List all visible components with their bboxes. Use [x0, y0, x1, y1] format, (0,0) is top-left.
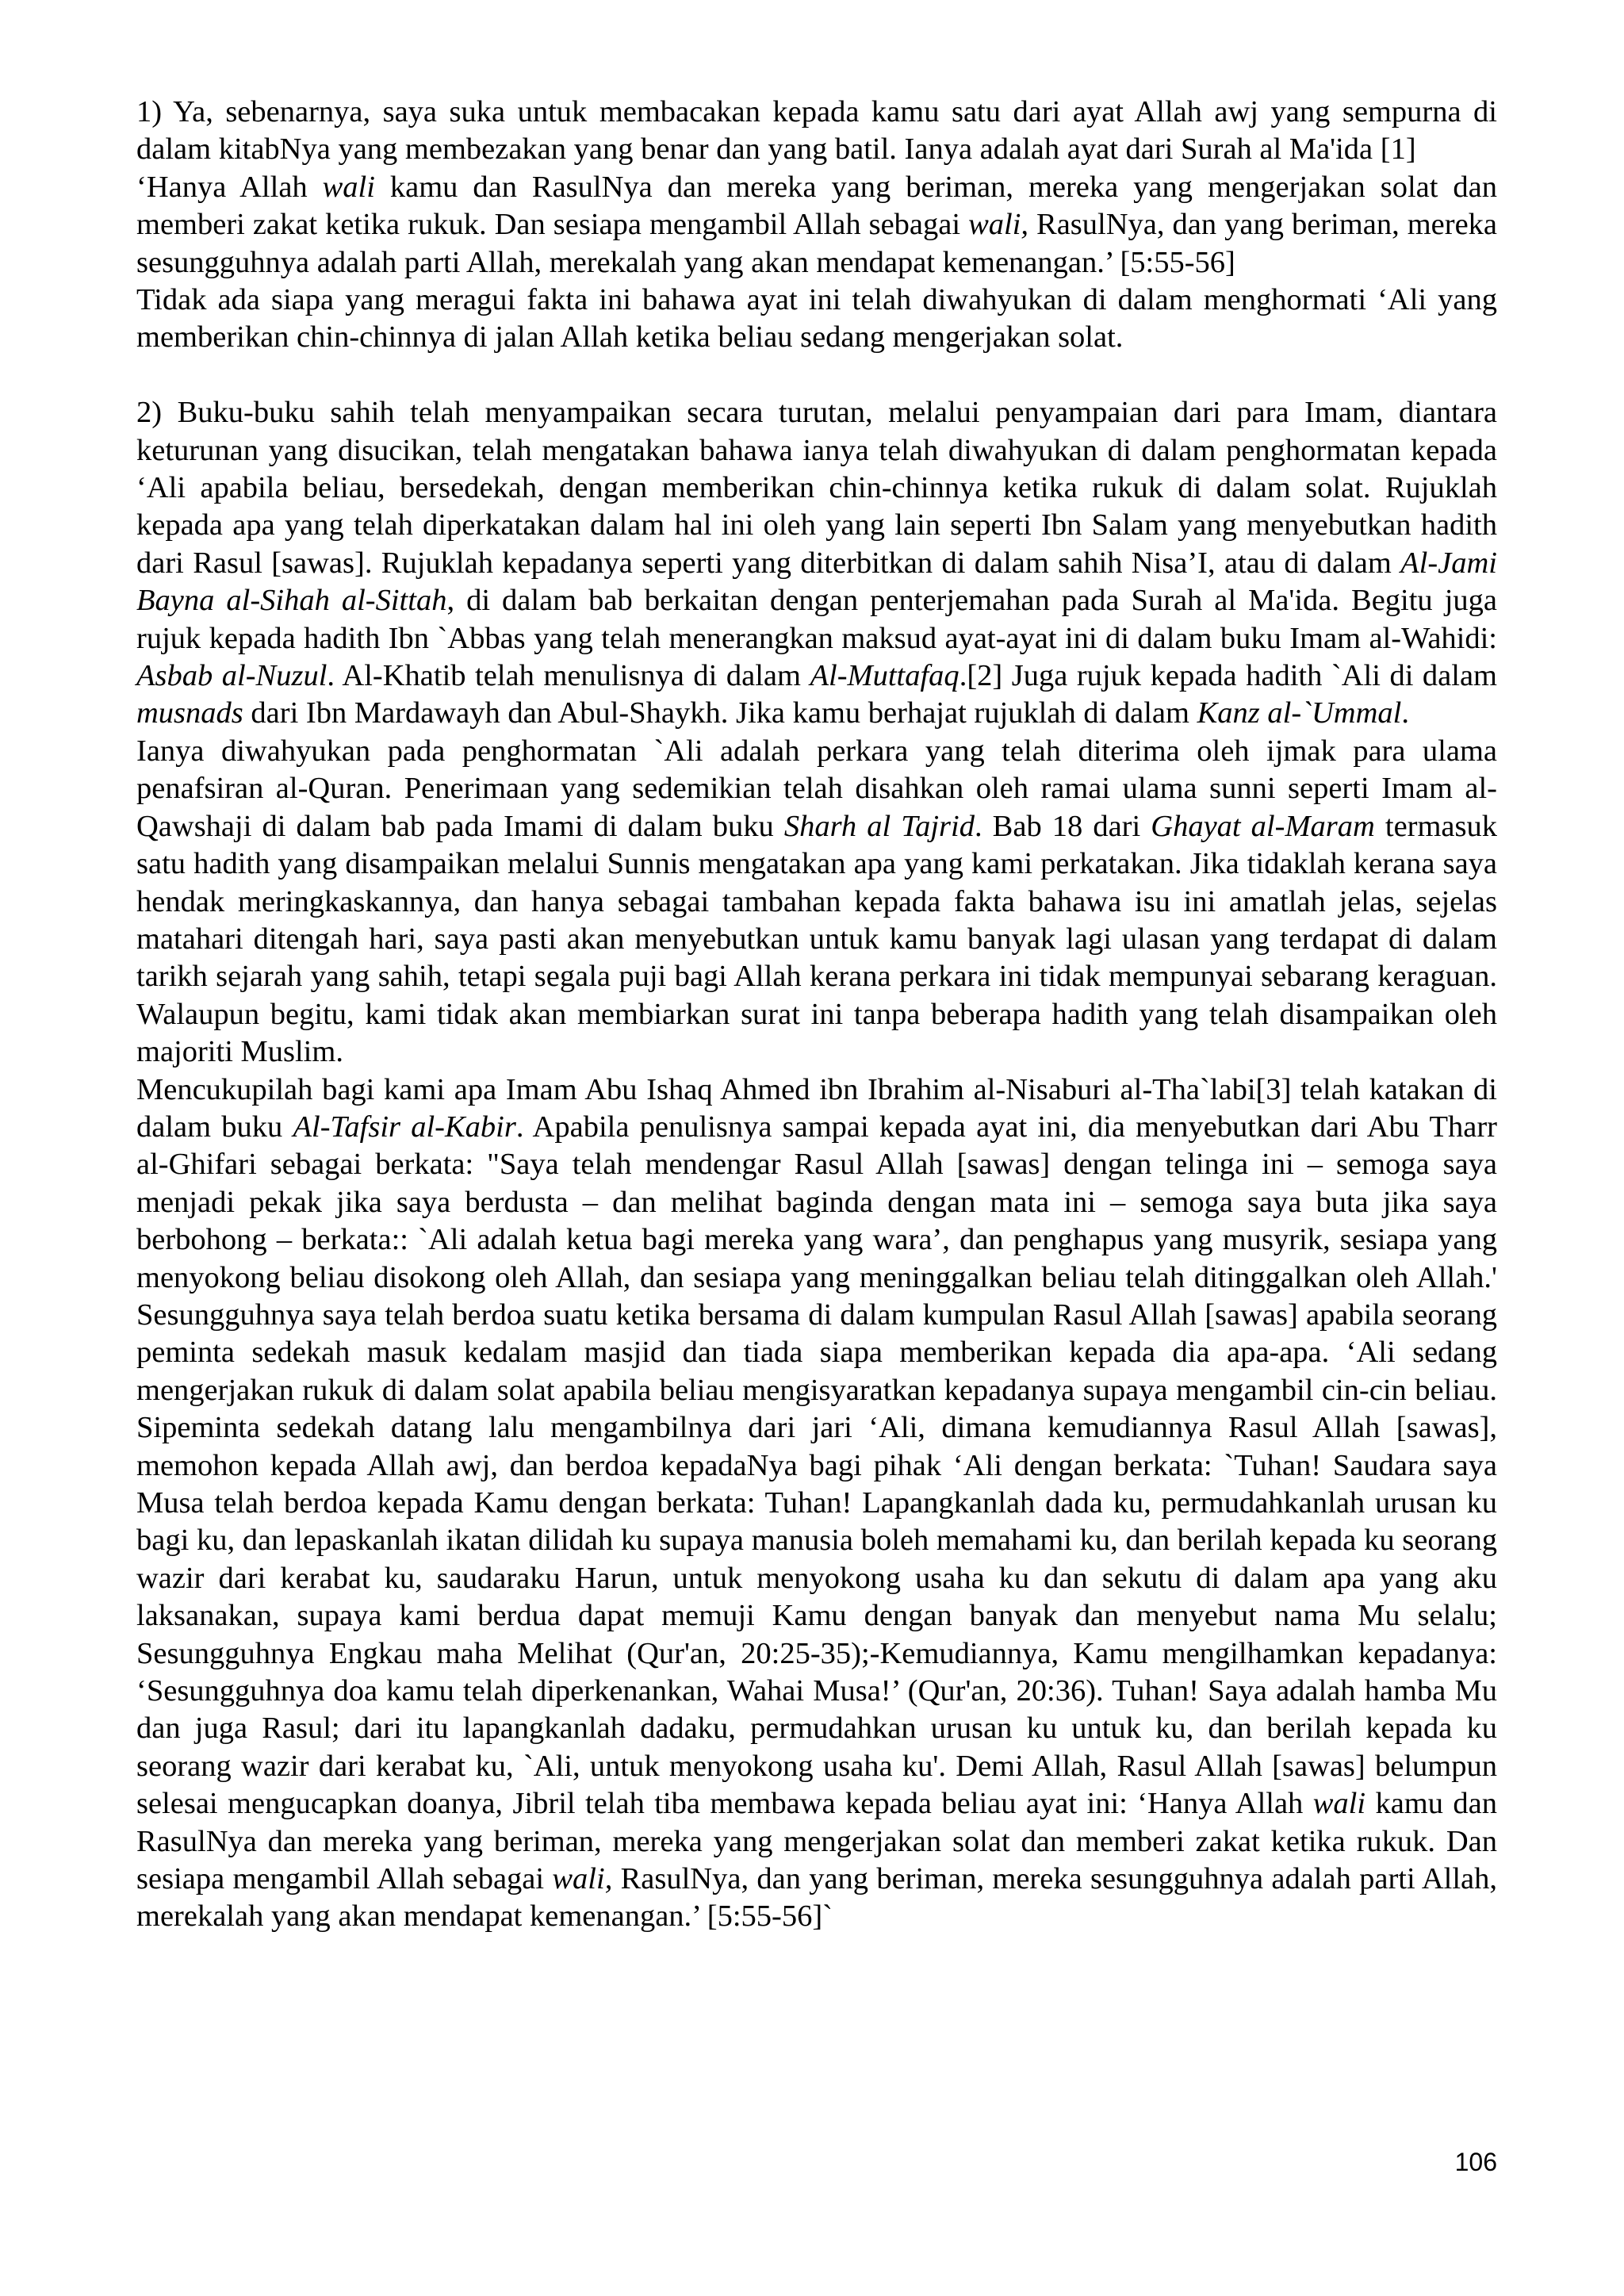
text-run: ‘Hanya Allah	[136, 170, 323, 204]
text-run: .	[1401, 696, 1409, 730]
text-run: kamu dan RasulNya dan mereka yang beriman, mereka yang mengerjakan solat dan memberi zakat ketika rukuk. Dan sesiapa mengambil Allah sebagai	[136, 170, 1497, 242]
text-run: termasuk satu hadith yang disampaikan melalui Sunnis mengatakan apa yang kami perkatakan. Jika tidaklah kerana saya hendak meringkaskannya, dan hanya sebagai tambahan kepada fakta bahawa isu ini amatlah jelas, sejelas matahari ditengah hari, saya pasti akan menyebutkan untuk kamu banyak lagi ulasan yang terdapat di dalam tarikh sejarah yang sahih, tetapi segala puji bagi Allah kerana perkara ini tidak mempunyai sebarang keraguan. Walaupun begitu, kami tidak akan membiarkan surat ini tanpa beberapa hadith yang telah disampaikan oleh majoriti Muslim.	[136, 809, 1498, 1069]
italic-text: wali	[322, 170, 375, 204]
italic-text: Ghayat al-Maram	[1151, 809, 1375, 843]
text-run: Mencukupilah bagi kami apa Imam Abu Ishaq Ahmed ibn Ibrahim al-Nisaburi al-Tha`labi[3] telah katakan di dalam buku	[136, 1072, 1497, 1144]
page-number: 106	[1454, 2148, 1497, 2176]
paragraph	[136, 1071, 1497, 1936]
text-run: . Apabila penulisnya sampai kepada ayat ini, dia menyebutkan dari Abu Tharr al-Ghifari sebagai berkata: "Saya telah mendengar Rasul Allah [sawas] dengan telinga ini – semoga saya menjadi pekak jika saya berdusta – dan melihat baginda dengan mata ini – semoga saya buta jika saya berbohong – berkata:: `Ali adalah ketua bagi mereka yang wara’, dan penghapus yang musyrik, sesiapa yang menyokong beliau disokong oleh Allah, dan sesiapa yang meninggalkan beliau telah ditinggalkan oleh Allah.' Sesungguhnya saya telah berdoa suatu ketika bersama di dalam kumpulan Rasul Allah [sawas] apabila seorang peminta sedekah masuk kedalam masjid dan tiada siapa memberikan kepada dia apa-apa. ‘Ali sedang mengerjakan rukuk di dalam solat apabila beliau mengisyaratkan kepadanya supaya mengambil cin-cin beliau. Sipeminta sedekah datang lalu mengambilnya dari jari ‘Ali, dimana kemudiannya Rasul Allah [sawas], memohon kepada Allah awj, dan berdoa kepadaNya bagi pihak ‘Ali dengan berkata: `Tuhan! Saudara saya Musa telah berdoa kepada Kamu dengan berkata: Tuhan! Lapangkanlah dada ku, permudahkanlah urusan ku bagi ku, dan lepaskanlah ikatan dilidah ku supaya manusia boleh memahami ku, dan berilah kepada ku seorang wazir dari kerabat ku, saudaraku Harun, untuk menyokong usaha ku dan sekutu di dalam apa yang aku laksanakan, supaya kami berdua dapat memuji Kamu dengan banyak dan menyebut nama Mu selalu; Sesungguhnya Engkau maha Melihat (Qur'an, 20:25-35);-Kemudiannya, Kamu mengilhamkan kepadanya: ‘Sesungguhnya doa kamu telah diperkenankan, Wahai Musa!’ (Qur'an, 20:36). Tuhan! Saya adalah hamba Mu dan juga Rasul; dari itu lapangkanlah dadaku, permudahkan urusan ku untuk ku, dan berilah kepada ku seorang wazir dari kerabat ku, `Ali, untuk menyokong usaha ku'. Demi Allah, Rasul Allah [sawas] belumpun selesai mengucapkan doanya, Jibril telah tiba membawa kepada beliau ayat ini: ‘Hanya Allah	[136, 1110, 1497, 1821]
italic-text: wali,	[968, 208, 1029, 242]
italic-text: Kanz al-`Ummal	[1197, 696, 1402, 730]
italic-text: Al-Muttafaq	[810, 659, 959, 693]
text-run: .[2] Juga rujuk kepada hadith `Ali di dalam	[959, 659, 1497, 693]
italic-text: wali	[1312, 1787, 1366, 1821]
paragraph	[136, 733, 1497, 1071]
text-run: , di dalam bab berkaitan dengan penterjemahan pada Surah al Ma'ida. Begitu juga rujuk kepada hadith Ibn `Abbas yang telah menerangkan maksud ayat-ayat ini di dalam buku Imam al-Wahidi:	[136, 584, 1497, 655]
text-run: Ianya diwahyukan pada penghormatan `Ali adalah perkara yang telah diterima oleh ijmak para ulama penafsiran al-Quran. Penerimaan yang sedemikian telah disahkan oleh ramai ulama sunni seperti Imam al-Qawshaji di dalam bab pada Imami di dalam buku	[136, 734, 1497, 843]
document-body	[136, 94, 1497, 1936]
paragraph	[136, 94, 1497, 169]
italic-text: Al-Jami Bayna al-Sihah al-Sittah	[136, 546, 1497, 618]
italic-text: Al-Tafsir al-Kabir	[293, 1110, 516, 1144]
text-run: dari Ibn Mardawayh dan Abul-Shaykh. Jika kamu berhajat rujuklah di dalam	[243, 696, 1197, 730]
text-run: RasulNya, dan yang beriman, mereka sesungguhnya adalah parti Allah, merekalah yang akan mendapat kemenangan.’ [5:55-56]`	[136, 1862, 1497, 1934]
italic-text: Sharh al Tajrid	[783, 809, 975, 843]
paragraph-gap	[136, 357, 1497, 394]
italic-text: musnads	[136, 696, 243, 730]
italic-text: wali,	[552, 1862, 613, 1896]
paragraph	[136, 394, 1497, 733]
text-run: kamu dan RasulNya dan mereka yang beriman, mereka yang mengerjakan solat dan memberi zakat ketika rukuk. Dan sesiapa mengambil Allah sebagai	[136, 1787, 1498, 1896]
paragraph	[136, 282, 1497, 357]
paragraph	[136, 169, 1497, 282]
text-run: . Bab 18 dari	[974, 809, 1151, 843]
text-run: RasulNya, dan yang beriman, mereka sesungguhnya adalah parti Allah, merekalah yang akan mendapat kemenangan.’ [5:55-56]	[136, 208, 1498, 279]
text-run: 2) Buku-buku sahih telah menyampaikan secara turutan, melalui penyampaian dari para Imam, diantara keturunan yang disucikan, telah mengatakan bahawa ianya telah diwahyukan di dalam penghormatan kepada ‘Ali apabila beliau, bersedekah, dengan memberikan chin-chinnya ketika rukuk di dalam solat. Rujuklah kepada apa yang telah diperkatakan dalam hal ini oleh yang lain seperti Ibn Salam yang menyebutkan hadith dari Rasul [sawas]. Rujuklah kepadanya seperti yang diterbitkan di dalam sahih Nisa’I, atau di dalam	[136, 396, 1497, 580]
text-run: 1) Ya, sebenarnya, saya suka untuk membacakan kepada kamu satu dari ayat Allah awj yang sempurna di dalam kitabNya yang membezakan yang benar dan yang batil. Ianya adalah ayat dari Surah al Ma'ida [1]	[136, 95, 1497, 167]
text-run: Tidak ada siapa yang meragui fakta ini bahawa ayat ini telah diwahyukan di dalam menghormati ‘Ali yang memberikan chin-chinnya di jalan Allah ketika beliau sedang mengerjakan solat.	[136, 283, 1497, 355]
text-run: . Al-Khatib telah menulisnya di dalam	[327, 659, 810, 693]
italic-text: Asbab al-Nuzul	[136, 659, 327, 693]
